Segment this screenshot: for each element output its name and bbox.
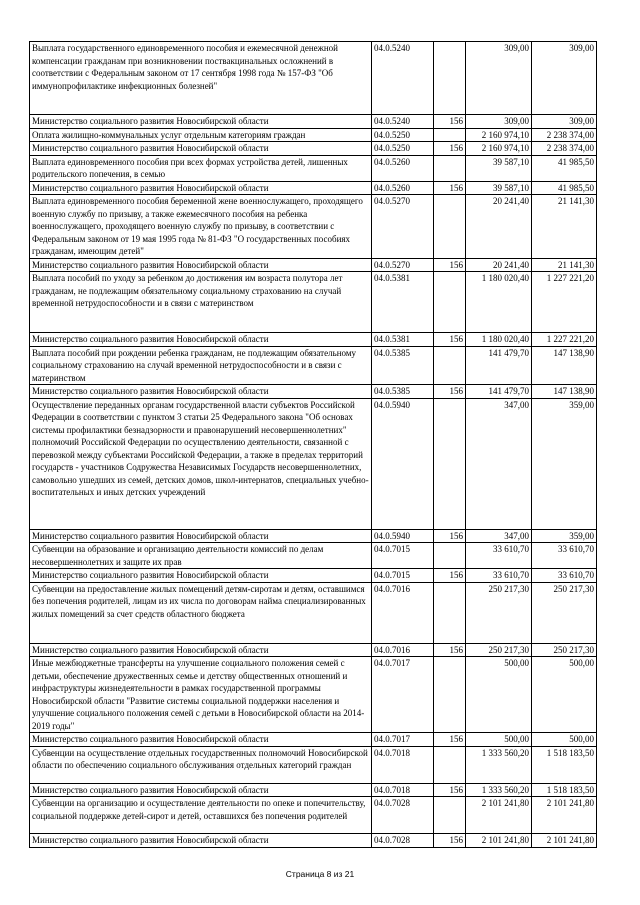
grbs-code <box>434 42 466 115</box>
table-row <box>30 543 597 569</box>
grbs-code: 156 <box>434 333 466 347</box>
expense-name: Министерство социального развития Новосибирской области <box>30 385 372 399</box>
amount-year-1: 500,00 <box>466 657 532 733</box>
target-code: 04.0.7017 <box>372 733 434 747</box>
amount-year-1: 1 180 020,40 <box>466 272 532 333</box>
amount-year-1: 347,00 <box>466 398 532 529</box>
amount-year-2: 2 101 241,80 <box>532 797 597 834</box>
target-code: 04.0.5260 <box>372 181 434 195</box>
amount-year-1: 39 587,10 <box>466 155 532 181</box>
grbs-code: 156 <box>434 783 466 797</box>
table-row <box>30 155 597 181</box>
grbs-code <box>434 128 466 142</box>
target-code: 04.0.7015 <box>372 569 434 583</box>
table-row <box>30 569 597 583</box>
amount-year-2: 1 518 183,50 <box>532 783 597 797</box>
target-code: 04.0.7028 <box>372 834 434 848</box>
grbs-code: 156 <box>434 643 466 657</box>
expense-name: Выплата пособий при рождении ребенка гражданам, не подлежащим обязательному социальному страхованию на случай временной нетрудоспособности и в связи с материнством <box>30 346 372 385</box>
table-row <box>30 42 597 115</box>
target-code: 04.0.5940 <box>372 398 434 529</box>
grbs-code <box>434 746 466 783</box>
expense-name: Выплата пособий по уходу за ребенком до достижения им возраста полутора лет гражданам, не подлежащим обязательному социальному страхованию на случай временной нетрудоспособности и в связи с материнством <box>30 272 372 333</box>
grbs-code: 156 <box>434 385 466 399</box>
amount-year-1: 309,00 <box>466 115 532 129</box>
target-code: 04.0.7015 <box>372 543 434 569</box>
grbs-code: 156 <box>434 834 466 848</box>
expense-name: Министерство социального развития Новосибирской области <box>30 181 372 195</box>
amount-year-2: 41 985,50 <box>532 155 597 181</box>
target-code: 04.0.5270 <box>372 195 434 259</box>
amount-year-2: 2 238 374,00 <box>532 128 597 142</box>
expense-name: Министерство социального развития Новосибирской области <box>30 115 372 129</box>
amount-year-1: 20 241,40 <box>466 195 532 259</box>
expense-name: Министерство социального развития Новосибирской области <box>30 733 372 747</box>
grbs-code: 156 <box>434 258 466 272</box>
amount-year-2: 21 141,30 <box>532 258 597 272</box>
grbs-code <box>434 155 466 181</box>
expense-name: Министерство социального развития Новосибирской области <box>30 258 372 272</box>
grbs-code <box>434 543 466 569</box>
table-row <box>30 834 597 848</box>
table-row <box>30 195 597 259</box>
amount-year-2: 250 217,30 <box>532 643 597 657</box>
expense-name: Субвенции на предоставление жилых помещений детям-сиротам и детям, оставшимся без попечения родителей, лицам из их числа по договорам найма специализированных жилых помещений за счет средств областного бюджета <box>30 582 372 643</box>
amount-year-1: 2 101 241,80 <box>466 797 532 834</box>
grbs-code: 156 <box>434 569 466 583</box>
table-row <box>30 128 597 142</box>
table-row <box>30 181 597 195</box>
expense-name: Министерство социального развития Новосибирской области <box>30 333 372 347</box>
table-row <box>30 346 597 385</box>
amount-year-1: 33 610,70 <box>466 543 532 569</box>
target-code: 04.0.7016 <box>372 582 434 643</box>
grbs-code <box>434 195 466 259</box>
table-row <box>30 582 597 643</box>
table-row <box>30 643 597 657</box>
amount-year-1: 2 160 974,10 <box>466 128 532 142</box>
grbs-code <box>434 398 466 529</box>
amount-year-1: 347,00 <box>466 529 532 543</box>
expense-name: Иные межбюджетные трансферты на улучшение социального положения семей с детьми, обеспечение дружественных семье и детству общественных отношений и инфраструктуры жизнедеятельности в рамках государственной программы Новосибирской области "Развитие системы социальной поддержки населения и улучшение социального положения семей с детьми в Новосибирской области на 2014-2019 годы" <box>30 657 372 733</box>
target-code: 04.0.7018 <box>372 746 434 783</box>
amount-year-2: 41 985,50 <box>532 181 597 195</box>
table-row <box>30 797 597 834</box>
amount-year-1: 2 101 241,80 <box>466 834 532 848</box>
grbs-code <box>434 582 466 643</box>
target-code: 04.0.7016 <box>372 643 434 657</box>
page-number: Страница 8 из 21 <box>285 869 355 879</box>
budget-table <box>29 41 597 848</box>
table-row <box>30 333 597 347</box>
grbs-code <box>434 346 466 385</box>
expense-name: Выплата единовременного пособия при всех формах устройства детей, лишенных родительского попечения, в семью <box>30 155 372 181</box>
amount-year-2: 147 138,90 <box>532 385 597 399</box>
amount-year-1: 250 217,30 <box>466 643 532 657</box>
table-row <box>30 398 597 529</box>
target-code: 04.0.5940 <box>372 529 434 543</box>
expense-name: Министерство социального развития Новосибирской области <box>30 142 372 156</box>
table-row <box>30 272 597 333</box>
expense-name: Министерство социального развития Новосибирской области <box>30 783 372 797</box>
grbs-code <box>434 272 466 333</box>
target-code: 04.0.5381 <box>372 333 434 347</box>
amount-year-2: 33 610,70 <box>532 543 597 569</box>
target-code: 04.0.5240 <box>372 42 434 115</box>
page-footer <box>0 869 640 879</box>
amount-year-2: 359,00 <box>532 529 597 543</box>
expense-name: Осуществление переданных органам государственной власти субъектов Российской Федерации в соответствии с пунктом 3 статьи 25 Федерального закона "Об основах системы профилактики безнадзорности и правонарушений несовершеннолетних" полномочий Российской Федерации по осуществлению деятельности, связанной с перевозкой между субъектами Российской Федерации, а также в пределах территорий государств - участников Содружества Независимых Государств несовершеннолетних, самовольно ушедших из семей, детских домов, школ-интернатов, специальных учебно-воспитательных и иных детских учреждений <box>30 398 372 529</box>
table-row <box>30 746 597 783</box>
amount-year-2: 147 138,90 <box>532 346 597 385</box>
amount-year-1: 1 180 020,40 <box>466 333 532 347</box>
amount-year-2: 2 101 241,80 <box>532 834 597 848</box>
target-code: 04.0.5270 <box>372 258 434 272</box>
amount-year-2: 1 227 221,20 <box>532 333 597 347</box>
amount-year-1: 2 160 974,10 <box>466 142 532 156</box>
table-row <box>30 529 597 543</box>
table-row <box>30 142 597 156</box>
target-code: 04.0.7028 <box>372 797 434 834</box>
target-code: 04.0.5381 <box>372 272 434 333</box>
target-code: 04.0.5250 <box>372 128 434 142</box>
amount-year-2: 309,00 <box>532 115 597 129</box>
grbs-code: 156 <box>434 142 466 156</box>
grbs-code: 156 <box>434 115 466 129</box>
amount-year-2: 33 610,70 <box>532 569 597 583</box>
amount-year-1: 39 587,10 <box>466 181 532 195</box>
amount-year-2: 1 518 183,50 <box>532 746 597 783</box>
amount-year-1: 250 217,30 <box>466 582 532 643</box>
grbs-code: 156 <box>434 181 466 195</box>
grbs-code <box>434 797 466 834</box>
amount-year-1: 141 479,70 <box>466 346 532 385</box>
grbs-code <box>434 657 466 733</box>
target-code: 04.0.5260 <box>372 155 434 181</box>
amount-year-2: 359,00 <box>532 398 597 529</box>
amount-year-1: 1 333 560,20 <box>466 746 532 783</box>
grbs-code: 156 <box>434 529 466 543</box>
amount-year-2: 250 217,30 <box>532 582 597 643</box>
amount-year-2: 309,00 <box>532 42 597 115</box>
amount-year-1: 141 479,70 <box>466 385 532 399</box>
expense-name: Министерство социального развития Новосибирской области <box>30 529 372 543</box>
target-code: 04.0.5385 <box>372 346 434 385</box>
amount-year-1: 309,00 <box>466 42 532 115</box>
amount-year-2: 21 141,30 <box>532 195 597 259</box>
grbs-code: 156 <box>434 733 466 747</box>
amount-year-1: 33 610,70 <box>466 569 532 583</box>
amount-year-1: 500,00 <box>466 733 532 747</box>
amount-year-2: 1 227 221,20 <box>532 272 597 333</box>
expense-name: Субвенции на осуществление отдельных государственных полномочий Новосибирской области по обеспечению социального обслуживания отдельных категорий граждан <box>30 746 372 783</box>
table-row <box>30 783 597 797</box>
expense-name: Выплата единовременного пособия беременной жене военнослужащего, проходящего военную службу по призыву, а также ежемесячного пособия на ребенка военнослужащего, проходящего военную службу по призыву, в соответствии с Федеральным законом от 19 мая 1995 года № 81-ФЗ "О государственных пособиях гражданам, имеющим детей" <box>30 195 372 259</box>
table-row <box>30 258 597 272</box>
target-code: 04.0.5240 <box>372 115 434 129</box>
table-row <box>30 733 597 747</box>
expense-name: Выплата государственного единовременного пособия и ежемесячной денежной компенсации гражданам при возникновении поствакцинальных осложнений в соответствии с Федеральным законом от 17 сентября 1998 года № 157-ФЗ "Об иммунопрофилактике инфекционных болезней" <box>30 42 372 115</box>
table-row <box>30 385 597 399</box>
amount-year-2: 2 238 374,00 <box>532 142 597 156</box>
expense-name: Министерство социального развития Новосибирской области <box>30 643 372 657</box>
target-code: 04.0.5385 <box>372 385 434 399</box>
table-row <box>30 115 597 129</box>
expense-name: Субвенции на образование и организацию деятельности комиссий по делам несовершеннолетних и защите их прав <box>30 543 372 569</box>
expense-name: Министерство социального развития Новосибирской области <box>30 834 372 848</box>
expense-name: Субвенции на организацию и осуществление деятельности по опеке и попечительству, социальной поддержке детей-сирот и детей, оставшихся без попечения родителей <box>30 797 372 834</box>
target-code: 04.0.7017 <box>372 657 434 733</box>
table-row <box>30 657 597 733</box>
expense-name: Министерство социального развития Новосибирской области <box>30 569 372 583</box>
target-code: 04.0.7018 <box>372 783 434 797</box>
expense-name: Оплата жилищно-коммунальных услуг отдельным категориям граждан <box>30 128 372 142</box>
target-code: 04.0.5250 <box>372 142 434 156</box>
amount-year-1: 20 241,40 <box>466 258 532 272</box>
table-body <box>30 42 597 848</box>
amount-year-2: 500,00 <box>532 733 597 747</box>
amount-year-2: 500,00 <box>532 657 597 733</box>
amount-year-1: 1 333 560,20 <box>466 783 532 797</box>
